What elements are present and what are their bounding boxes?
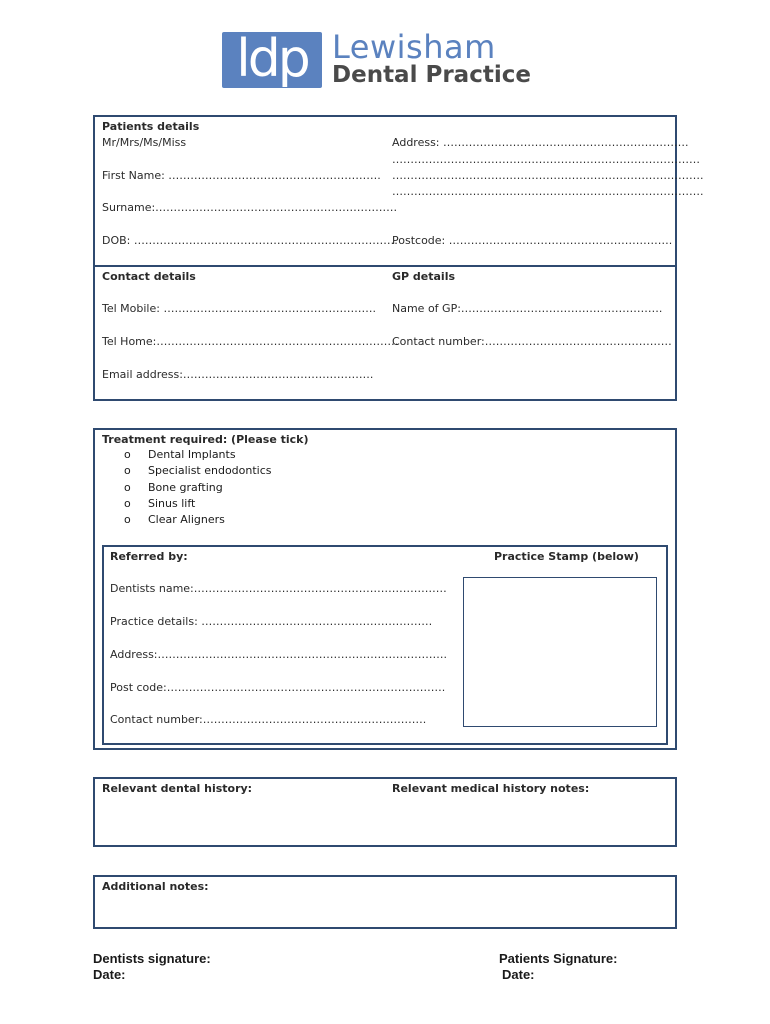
dentist-signature-label: Dentists signature: — [93, 951, 211, 966]
contact-details-heading: Contact details — [102, 270, 196, 283]
practice-stamp-area[interactable] — [463, 577, 657, 727]
practice-details-field[interactable]: Practice details: ……………………………………………………… — [110, 615, 433, 628]
referral-contact-number-field[interactable]: Contact number:……………………………………………………. — [110, 713, 427, 726]
referral-address-field[interactable]: Address:……………………………………………………………………. — [110, 648, 448, 661]
patient-date-label: Date: — [502, 967, 535, 982]
logo-name-line2: Dental Practice — [332, 62, 531, 88]
gp-contact-number-field[interactable]: Contact number:…………………………………………… — [392, 335, 672, 348]
checkbox-bullet[interactable]: o — [124, 464, 131, 478]
logo-name-line1: Lewisham — [332, 28, 496, 66]
practice-logo — [222, 28, 531, 90]
additional-notes-heading: Additional notes: — [102, 880, 209, 893]
treatment-option-label: Sinus lift — [148, 496, 196, 510]
treatment-option-label: Bone grafting — [148, 480, 223, 494]
dob-field[interactable]: DOB: ……………………………………………………………… — [102, 234, 398, 247]
dental-history-heading: Relevant dental history: — [102, 782, 253, 795]
practice-stamp-heading: Practice Stamp (below) — [494, 550, 639, 563]
gp-details-heading: GP details — [392, 270, 456, 283]
patient-signature-label: Patients Signature: — [499, 951, 618, 966]
medical-history-heading: Relevant medical history notes: — [392, 782, 590, 795]
address-line-4[interactable]: …………………………………………………………………………. — [392, 185, 704, 198]
postcode-field[interactable]: Postcode: ……………………………………………………. — [392, 234, 673, 247]
tel-home-field[interactable]: Tel Home:………………………………………………………… — [102, 335, 399, 348]
address-field[interactable]: Address: …………………………………………………………. — [392, 136, 689, 149]
checkbox-bullet[interactable]: o — [124, 448, 131, 461]
tel-mobile-field[interactable]: Tel Mobile: …………………………………………………. — [102, 302, 376, 315]
checkbox-bullet[interactable]: o — [124, 496, 131, 510]
checkbox-bullet[interactable]: o — [124, 480, 131, 494]
patient-details-heading: Patients details — [102, 120, 200, 133]
treatment-option-label: Specialist endodontics — [148, 464, 272, 478]
referred-by-heading: Referred by: — [110, 550, 188, 563]
dentist-date-label: Date: — [93, 967, 126, 982]
patient-section-divider — [93, 265, 677, 267]
treatment-option-label: Clear Aligners — [148, 513, 225, 527]
title-field[interactable]: Mr/Mrs/Ms/Miss — [102, 136, 187, 149]
checkbox-bullet[interactable]: o — [124, 513, 131, 527]
treatment-heading: Treatment required: (Please tick) — [102, 433, 309, 446]
surname-field[interactable]: Surname:………………………………………………………… — [102, 201, 398, 214]
gp-name-field[interactable]: Name of GP:………………………………………………. — [392, 302, 663, 315]
treatment-option-label: Dental Implants — [148, 448, 236, 461]
logo-mark: ldp — [222, 32, 322, 88]
email-field[interactable]: Email address:……………………………………………. — [102, 368, 374, 381]
referral-post-code-field[interactable]: Post code:…………………………………………………………………. — [110, 681, 446, 694]
address-line-3[interactable]: …………………………………………………………………………. — [392, 169, 704, 182]
address-line-2[interactable]: ………………………………………………………………………… — [392, 153, 700, 166]
dentist-name-field[interactable]: Dentists name:…………………………………………………………… — [110, 582, 447, 595]
first-name-field[interactable]: First Name: …………………………………………………. — [102, 169, 381, 182]
